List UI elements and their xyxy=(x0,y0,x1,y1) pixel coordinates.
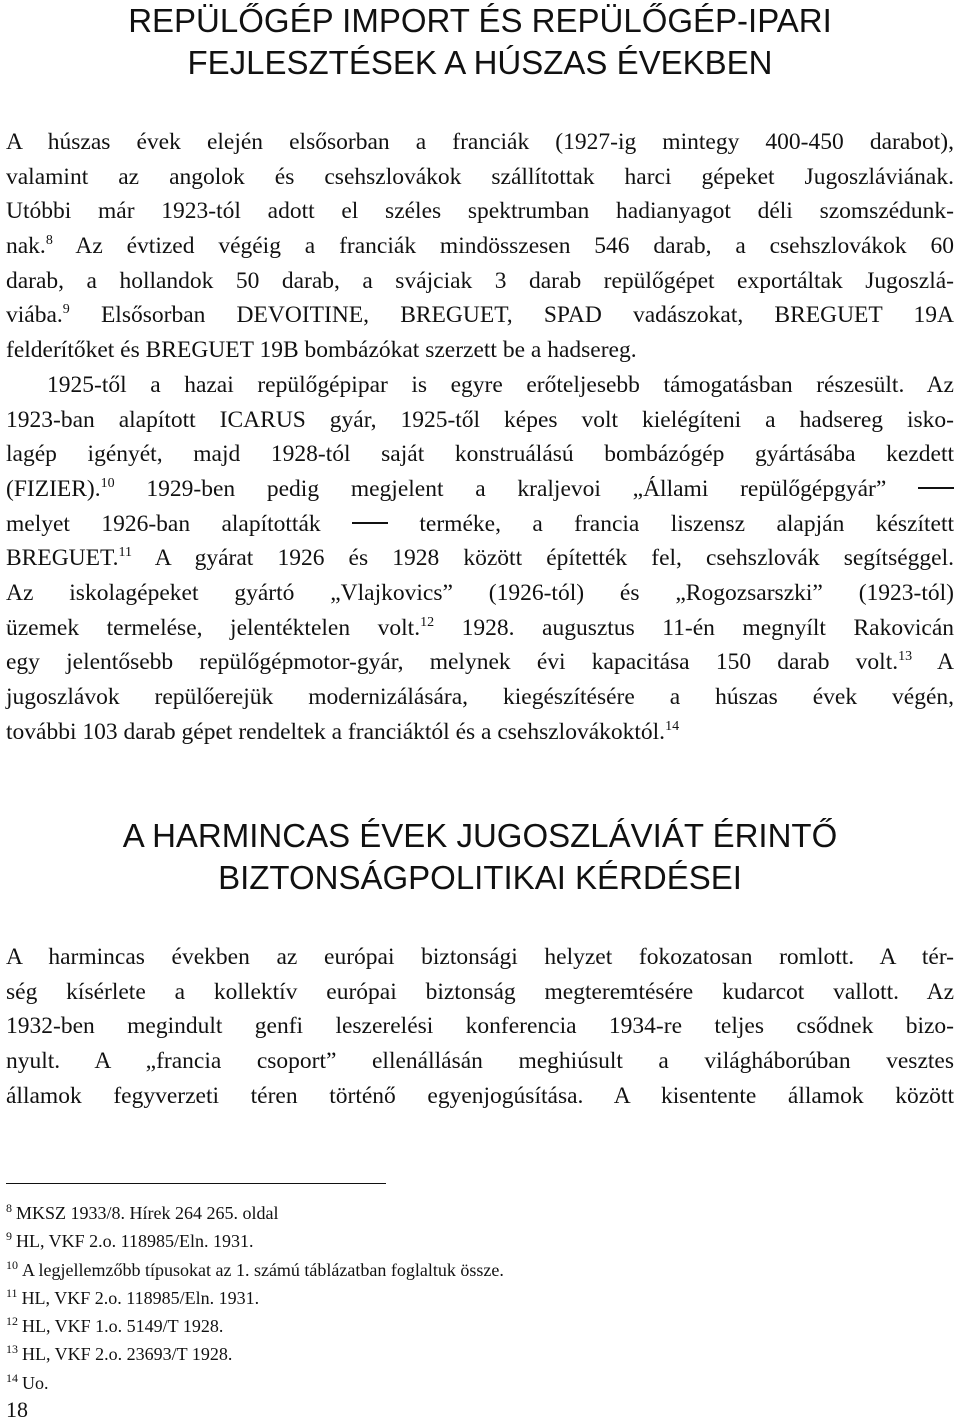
text-line: üzemek termelése, jelentéktelen volt.$^{12}$ 1928. augusztus 11-én megnyílt Rakovicán xyxy=(6,614,954,641)
footnote-number: 13 xyxy=(6,1342,18,1357)
footnote: $^{14}$ Uo. xyxy=(6,1370,49,1393)
footnote-number: 11 xyxy=(6,1285,18,1300)
footnote: $^8$ MKSZ 1933/8. Hírek 264 265. oldal xyxy=(6,1201,279,1223)
text-line: Utóbbi már 1923-tól adott el széles spektrumban hadianyagot déli szomszédunk- xyxy=(6,198,954,225)
footnote-ref: 8 xyxy=(45,233,53,249)
footnote-number: 12 xyxy=(6,1314,18,1329)
footnote-number: 8 xyxy=(6,1201,12,1215)
text-line: nyult. A „francia csoport” ellenállásán meghiúsult a világháborúban vesztes xyxy=(6,1048,954,1075)
footnote-separator xyxy=(6,1183,386,1184)
text-line: A harmincas években az európai biztonsági helyzet fokozatosan romlott. A tér- xyxy=(6,944,954,970)
footnote: $^9$ HL, VKF 2.o. 118985/Eln. 1931. xyxy=(6,1229,254,1252)
text-line: államok fegyverzeti téren történő egyenjogúsítása. A kisentente államok között xyxy=(6,1082,954,1109)
page-number: 18 xyxy=(6,1397,28,1422)
section-title-1 xyxy=(0,0,960,84)
text-line: Az iskolagépeket gyártó „Vlajkovics” (1926-tól) és „Rogozsarszki” (1923-tól) xyxy=(6,579,954,606)
text-line: melyet 1926-ban alapították terméke, a francia liszensz alapján készített xyxy=(6,510,955,537)
text-line: nak.$^8$ Az évtized végéig a franciák mindösszesen 546 darab, a csehszlovákok 60 xyxy=(6,233,954,260)
text-line: A húszas évek elején elsősorban a franciák (1927-ig mintegy 400-450 darabot), xyxy=(6,129,954,155)
section-title-2-line-2: BIZTONSÁGPOLITIKAI KÉRDÉSEI xyxy=(218,859,742,896)
footnote-ref: 12 xyxy=(420,614,435,630)
section-title-1-line-1: REPÜLŐGÉP IMPORT ÉS REPÜLŐGÉP-IPARI xyxy=(128,2,832,39)
text-line: 1932-ben megindult genfi leszerelési konferencia 1934-re teljes csődnek bizo- xyxy=(6,1013,954,1040)
text-line: egy jelentősebb repülőgépmotor-gyár, melynek évi kapacitása 150 darab volt.$^{13}$ A xyxy=(6,649,954,676)
text-line: viába.$^9$ Elsősorban DEVOITINE, BREGUET, SPAD vadászokat, BREGUET 19A xyxy=(6,302,954,329)
section-title-1-line-2: FEJLESZTÉSEK A HÚSZAS ÉVEKBEN xyxy=(187,44,773,81)
text-line: 1925-től a hazai repülőgépipar is egyre erőteljesebb támogatásban részesült. Az xyxy=(47,371,954,398)
footnote: $^{11}$ HL, VKF 2.o. 118985/Eln. 1931. xyxy=(6,1285,260,1308)
section-2-body xyxy=(6,940,954,1113)
footnote: $^{13}$ HL, VKF 2.o. 23693/T 1928. xyxy=(6,1342,233,1365)
section-title-2 xyxy=(0,815,960,899)
footnote-ref: 11 xyxy=(118,545,132,561)
footnote-number: 9 xyxy=(6,1229,12,1244)
footnote: $^{10}$ A legjellemzőbb típusokat az 1. számú táblázatban foglaltuk össze. xyxy=(6,1257,504,1280)
text-line: további 103 darab gépet rendeltek a franciáktól és a csehszlovákoktól.$^{14}$ xyxy=(6,718,680,745)
footnote-number: 14 xyxy=(6,1370,18,1385)
footnote-ref: 13 xyxy=(898,649,913,665)
footnote: $^{12}$ HL, VKF 1.o. 5149/T 1928. xyxy=(6,1314,224,1337)
section-1-body xyxy=(6,125,954,749)
em-dash xyxy=(918,487,954,489)
footnote-ref: 10 xyxy=(100,475,115,491)
footnote-number: 10 xyxy=(6,1257,18,1272)
text-line: ség kísérlete a kollektív európai biztonság megteremtésére kudarcot vallott. Az xyxy=(6,978,954,1005)
em-dash xyxy=(352,522,388,524)
text-line: (FIZIER).$^{10}$ 1929-ben pedig megjelent a kraljevoi „Állami repülőgépgyár” xyxy=(6,472,954,507)
footnote-ref: 14 xyxy=(665,718,680,734)
text-line: lagép igényét, majd 1928-tól saját konstruálású bombázógép gyártásába kezdett xyxy=(6,441,954,468)
text-line: jugoszlávok repülőerejük modernizálására, kiegészítésére a húszas évek végén, xyxy=(6,684,954,710)
text-line: valamint az angolok és csehszlovákok szállítottak harci gépeket Jugoszláviának. xyxy=(6,163,954,190)
section-title-2-line-1: A HARMINCAS ÉVEK JUGOSZLÁVIÁT ÉRINTŐ xyxy=(122,817,838,854)
text-line: BREGUET.$^{11}$ A gyárat 1926 és 1928 között építették fel, csehszlovák segítséggel. xyxy=(6,545,954,572)
footnotes xyxy=(6,1199,766,1397)
text-line: felderítőket és BREGUET 19B bombázókat szerzett be a hadsereg. xyxy=(6,337,637,364)
text-line: darab, a hollandok 50 darab, a svájciak 3 darab repülőgépet exportáltak Jugoszlá- xyxy=(6,267,954,294)
footnote-ref: 9 xyxy=(62,302,70,318)
text-line: 1923-ban alapított ICARUS gyár, 1925-től képes volt kielégíteni a hadsereg isko- xyxy=(6,406,954,433)
